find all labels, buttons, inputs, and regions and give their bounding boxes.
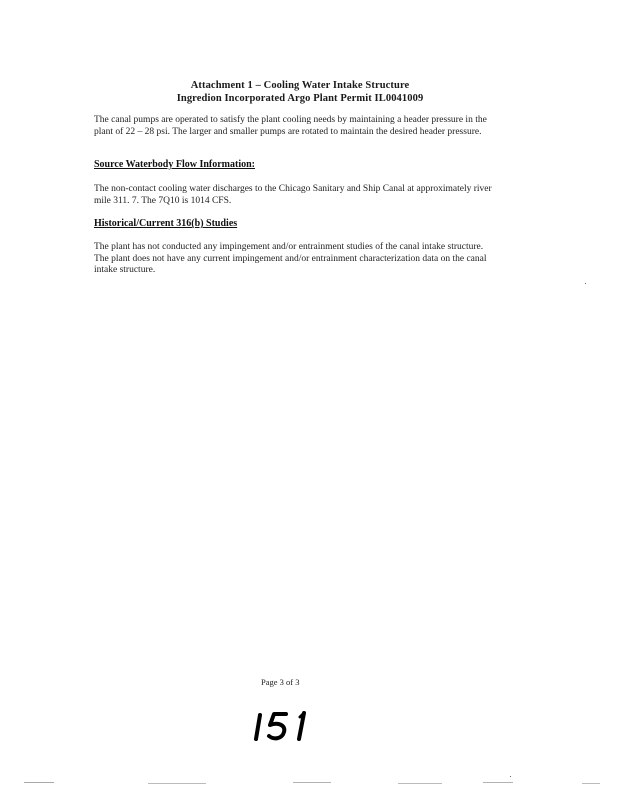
document-title-line-2: Ingredion Incorporated Argo Plant Permit IL0041009 <box>176 93 424 104</box>
scan-artifact <box>398 783 442 784</box>
section-text-316b-studies: The plant has not conducted any impingement and/or entrainment studies of the canal intake structure. The plant does not have any current impingement and/or entrainment characterization data on the canal intake structure. <box>94 242 487 275</box>
scan-artifact <box>510 776 511 777</box>
document-title-block <box>150 79 450 105</box>
scan-artifact <box>148 783 206 784</box>
handwritten-151-drawing <box>252 705 316 745</box>
handwritten-page-number <box>252 705 316 750</box>
scan-artifact <box>24 782 54 783</box>
section-text-flow-information: The non-contact cooling water discharges to the Chicago Sanitary and Ship Canal at approximately river mile 311. 7. The 7Q10 is 1014 CFS. <box>94 184 492 206</box>
section-heading-316b-studies: Historical/Current 316(b) Studies <box>94 218 238 229</box>
scan-artifact <box>293 782 331 783</box>
intro-paragraph: The canal pumps are operated to satisfy the plant cooling needs by maintaining a header pressure in the plant of 22 – 28 psi. The larger and smaller pumps are rotated to maintain the desired header pressure. <box>94 115 487 137</box>
document-title-line-1: Attachment 1 – Cooling Water Intake Structure <box>190 80 410 91</box>
section-heading-flow-information: Source Waterbody Flow Information: <box>94 159 256 170</box>
scan-artifact <box>585 283 586 284</box>
scan-artifact <box>582 783 600 784</box>
scan-artifact <box>483 782 513 783</box>
page-number-label: Page 3 of 3 <box>261 677 300 687</box>
